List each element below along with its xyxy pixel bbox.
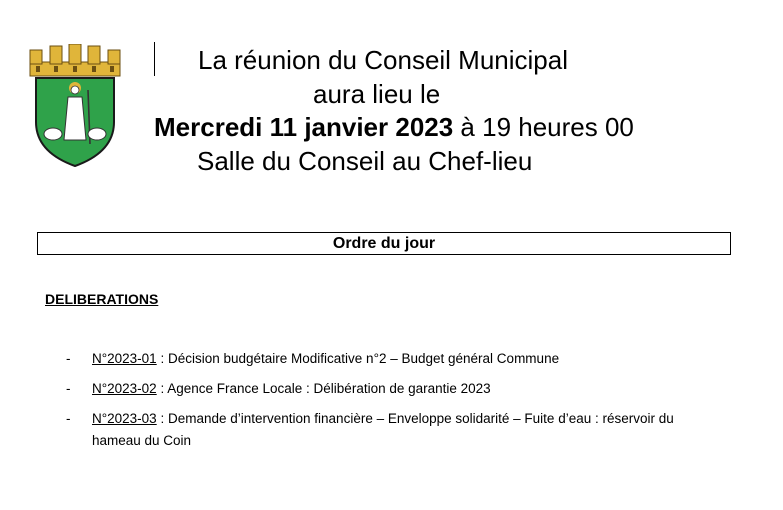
ordre-du-jour-box: Ordre du jour: [37, 232, 731, 255]
list-bullet: -: [66, 351, 71, 366]
coat-of-arms-logo: [26, 44, 124, 168]
item-text: : Décision budgétaire Modificative n°2 – Budget général Commune: [156, 351, 560, 366]
list-item: [66, 408, 726, 452]
list-item: [66, 378, 726, 400]
meeting-date: Mercredi 11 janvier 2023: [154, 112, 454, 142]
header-date-line: [154, 111, 783, 143]
section-title: DELIBERATIONS: [45, 291, 159, 307]
list-bullet: -: [66, 381, 71, 396]
item-text: : Agence France Locale : Délibération de garantie 2023: [156, 381, 491, 396]
item-reference: N°2023-01: [92, 351, 157, 366]
list-item: [66, 348, 726, 370]
header-divider: [154, 42, 155, 76]
item-text: : Demande d’intervention financière – Enveloppe solidarité – Fuite d’eau : réservoir du hameau du Coin: [92, 411, 674, 448]
item-reference: N°2023-03: [92, 411, 157, 426]
header-line-1: La réunion du Conseil Municipal: [198, 45, 569, 75]
item-reference: N°2023-02: [92, 381, 157, 396]
meeting-time: à 19 heures 00: [453, 112, 634, 142]
header-line-2: aura lieu le: [313, 79, 441, 109]
list-bullet: -: [66, 411, 71, 426]
deliberation-list: [66, 348, 726, 460]
header-location: Salle du Conseil au Chef-lieu: [197, 146, 533, 176]
